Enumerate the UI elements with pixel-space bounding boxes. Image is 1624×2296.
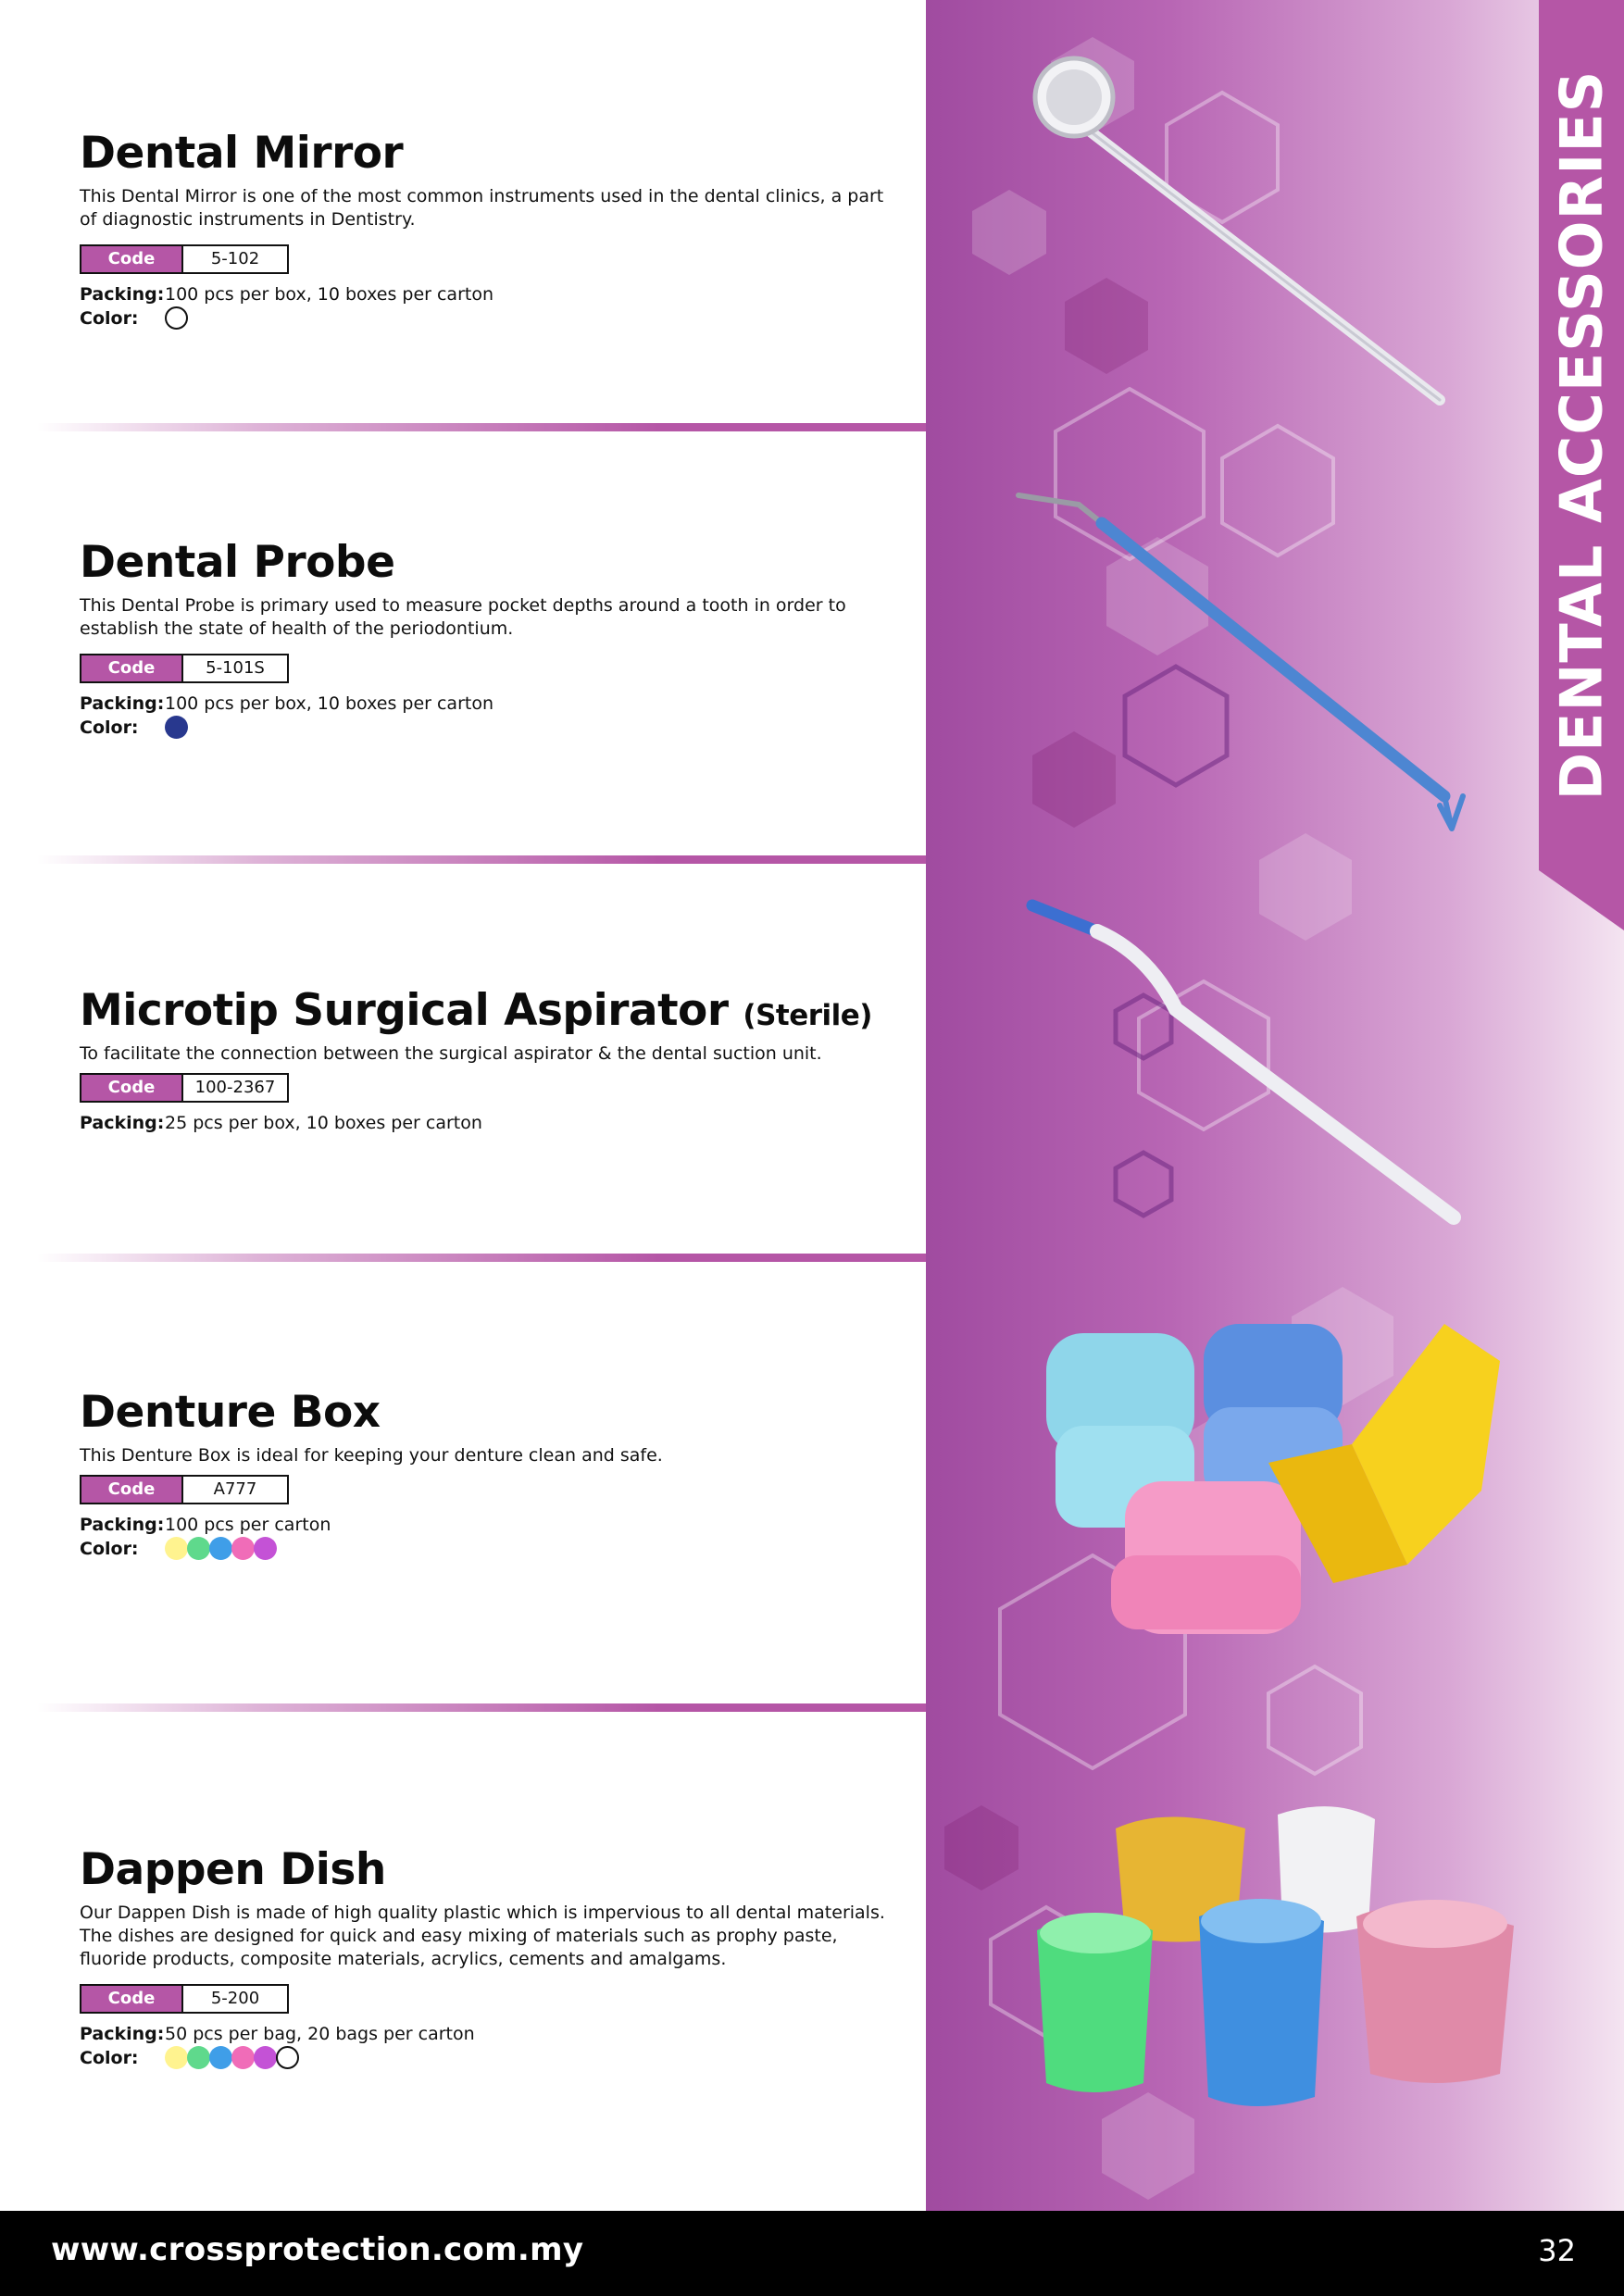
color-swatch [187,2046,210,2069]
color-swatch [276,2046,299,2069]
product-description: To facilitate the connection between the surgical aspirator & the dental suction unit. [80,1042,822,1064]
color-label: Color: [80,2047,139,2068]
product-title: Dental Mirror [80,128,404,179]
color-swatch [187,1537,210,1560]
packing-label: Packing: [80,1514,165,1535]
packing-label: Packing: [80,693,165,714]
color-swatch [231,1537,255,1560]
dental-probe-image [1018,495,1463,829]
product-title-suffix: (Sterile) [743,999,872,1032]
packing-value: 100 pcs per carton [165,1514,331,1535]
color-swatch [165,2046,188,2069]
product-code-box [80,1475,289,1504]
section-divider [37,1703,926,1712]
product-dappen-dish [80,1846,894,2069]
product-code-box [80,244,289,274]
product-illustrations [926,0,1537,2211]
code-value: A777 [213,1479,257,1500]
packing-row [80,2023,894,2045]
color-label: Color: [80,307,139,329]
color-swatch [165,716,188,739]
packing-value: 100 pcs per box, 10 boxes per carton [165,283,493,305]
packing-value: 50 pcs per bag, 20 bags per carton [165,2023,475,2044]
surgical-aspirator-image [1032,905,1454,1217]
page-footer [0,2211,1624,2296]
product-title: Dappen Dish [80,1844,386,1895]
packing-row [80,1514,894,1536]
code-label: Code [81,1477,183,1503]
section-divider [37,855,926,864]
color-swatch [254,2046,277,2069]
section-divider [37,1254,926,1262]
code-label: Code [81,246,183,272]
color-swatch [165,1537,188,1560]
color-swatches [165,716,187,739]
section-divider [37,423,926,431]
category-banner-title: DENTAL ACCESSORIES [1547,69,1616,801]
packing-value: 25 pcs per box, 10 boxes per carton [165,1112,482,1133]
product-title: Dental Probe [80,537,395,588]
denture-box-image [1046,1324,1500,1634]
color-swatch [231,2046,255,2069]
code-value: 5-101S [206,658,265,679]
page-number: 32 [1538,2233,1576,2268]
code-value: 5-102 [210,249,260,269]
product-code-box [80,1984,289,2014]
product-denture-box [80,1389,894,1560]
color-row [80,2047,894,2069]
color-swatch [254,1537,277,1560]
packing-row [80,1112,894,1134]
color-swatches [165,2046,298,2069]
color-label: Color: [80,1538,139,1559]
packing-label: Packing: [80,1112,165,1133]
packing-row [80,693,894,715]
product-description: This Denture Box is ideal for keeping your denture clean and safe. [80,1444,663,1466]
product-microtip-surgical-aspirator [80,987,894,1134]
packing-row [80,283,894,306]
code-label: Code [81,655,183,681]
color-row [80,1538,894,1560]
color-swatch [209,2046,232,2069]
color-row [80,307,894,330]
color-label: Color: [80,717,139,738]
product-description: Our Dappen Dish is made of high quality plastic which is impervious to all dental materials. The dishes are designed for quick and easy mixing of materials such as prophy paste, fluoride products, composite materials, acrylics, cements and amalgams. [80,1902,885,1969]
product-description: This Dental Probe is primary used to measure pocket depths around a tooth in order to establish the state of health of the periodontium. [80,594,846,639]
product-code-box [80,654,289,683]
dappen-dish-image [1037,1806,1514,2106]
product-code-box [80,1073,289,1103]
product-title: Microtip Surgical Aspirator (Sterile) [80,985,872,1036]
packing-value: 100 pcs per box, 10 boxes per carton [165,693,493,714]
website-url[interactable]: www.crossprotection.com.my [51,2231,584,2268]
product-description: This Dental Mirror is one of the most common instruments used in the dental clinics, a part of diagnostic instruments in Dentistry. [80,185,884,230]
dental-mirror-image [1035,58,1440,400]
color-row [80,717,894,739]
color-swatches [165,1537,276,1560]
code-value: 5-200 [210,1989,260,2009]
color-swatch [165,306,188,330]
packing-label: Packing: [80,283,165,305]
product-dental-probe [80,539,894,739]
color-swatch [209,1537,232,1560]
color-swatches [165,306,187,330]
product-title: Denture Box [80,1387,381,1438]
product-dental-mirror [80,130,894,330]
packing-label: Packing: [80,2023,165,2044]
code-value: 100-2367 [194,1078,276,1098]
code-label: Code [81,1075,183,1101]
code-label: Code [81,1986,183,2012]
